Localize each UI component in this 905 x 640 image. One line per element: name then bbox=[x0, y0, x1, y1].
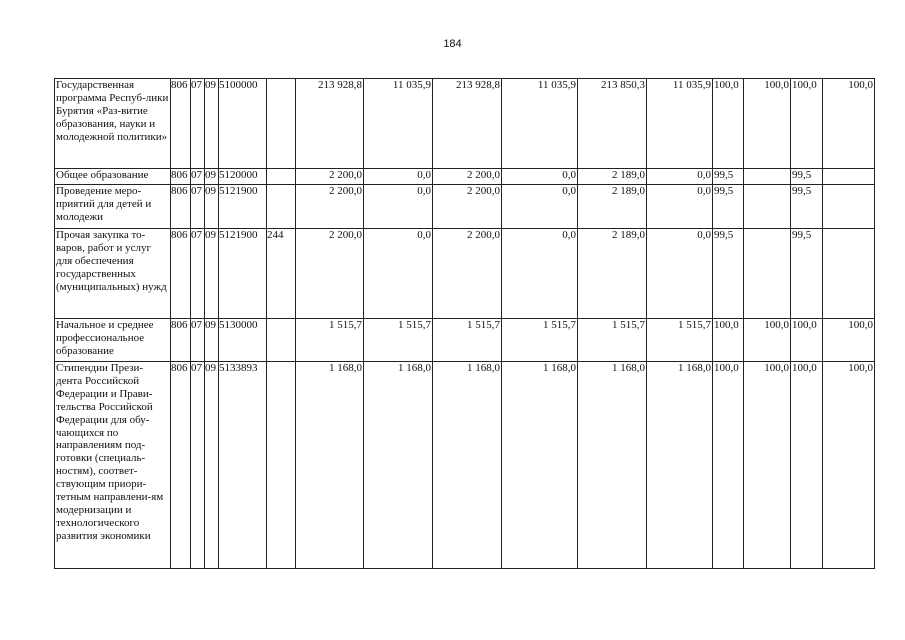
value-1: 1 168,0 bbox=[296, 362, 364, 569]
percent-3: 99,5 bbox=[791, 185, 823, 229]
value-5: 1 515,7 bbox=[578, 319, 647, 362]
value-6: 11 035,9 bbox=[647, 79, 713, 169]
percent-4: 100,0 bbox=[823, 362, 875, 569]
value-5: 2 189,0 bbox=[578, 185, 647, 229]
code-vr bbox=[267, 185, 296, 229]
value-4: 11 035,9 bbox=[502, 79, 578, 169]
value-1: 2 200,0 bbox=[296, 169, 364, 185]
percent-4: 100,0 bbox=[823, 319, 875, 362]
row-name: Государственная программа Респуб-лики Бурятия «Раз-витие образования, науки и молодежной политики» bbox=[55, 79, 171, 169]
code-csr: 5133893 bbox=[219, 362, 267, 569]
budget-table bbox=[54, 78, 875, 569]
percent-4 bbox=[823, 169, 875, 185]
value-1: 2 200,0 bbox=[296, 185, 364, 229]
code-rz: 07 bbox=[191, 229, 205, 319]
code-rz: 07 bbox=[191, 319, 205, 362]
value-2: 0,0 bbox=[364, 169, 433, 185]
value-3: 2 200,0 bbox=[433, 229, 502, 319]
percent-1: 100,0 bbox=[713, 319, 744, 362]
value-5: 2 189,0 bbox=[578, 169, 647, 185]
percent-2 bbox=[744, 185, 791, 229]
value-6: 0,0 bbox=[647, 169, 713, 185]
row-name: Прочая закупка то-варов, работ и услуг для обеспечения государственных (муниципальных) нужд bbox=[55, 229, 171, 319]
value-5: 213 850,3 bbox=[578, 79, 647, 169]
value-3: 213 928,8 bbox=[433, 79, 502, 169]
value-6: 1 515,7 bbox=[647, 319, 713, 362]
code-vr: 244 bbox=[267, 229, 296, 319]
code-pr: 09 bbox=[205, 185, 219, 229]
row-name: Проведение меро-приятий для детей и молодежи bbox=[55, 185, 171, 229]
percent-1: 99,5 bbox=[713, 185, 744, 229]
row-name: Начальное и среднее профессиональное образование bbox=[55, 319, 171, 362]
percent-3: 100,0 bbox=[791, 79, 823, 169]
percent-3: 99,5 bbox=[791, 229, 823, 319]
value-3: 1 168,0 bbox=[433, 362, 502, 569]
value-4: 1 515,7 bbox=[502, 319, 578, 362]
percent-4 bbox=[823, 229, 875, 319]
value-5: 2 189,0 bbox=[578, 229, 647, 319]
code-csr: 5121900 bbox=[219, 229, 267, 319]
code-rz: 07 bbox=[191, 79, 205, 169]
code-pr: 09 bbox=[205, 79, 219, 169]
table-row bbox=[55, 185, 875, 229]
percent-1: 100,0 bbox=[713, 362, 744, 569]
percent-3: 99,5 bbox=[791, 169, 823, 185]
table-row bbox=[55, 79, 875, 169]
value-4: 0,0 bbox=[502, 185, 578, 229]
percent-2: 100,0 bbox=[744, 362, 791, 569]
value-4: 1 168,0 bbox=[502, 362, 578, 569]
percent-4 bbox=[823, 185, 875, 229]
code-rz: 07 bbox=[191, 362, 205, 569]
value-3: 1 515,7 bbox=[433, 319, 502, 362]
code-csr: 5121900 bbox=[219, 185, 267, 229]
value-5: 1 168,0 bbox=[578, 362, 647, 569]
value-4: 0,0 bbox=[502, 169, 578, 185]
value-2: 1 515,7 bbox=[364, 319, 433, 362]
code-vr bbox=[267, 362, 296, 569]
value-6: 0,0 bbox=[647, 185, 713, 229]
code-csr: 5130000 bbox=[219, 319, 267, 362]
code-pr: 09 bbox=[205, 229, 219, 319]
value-1: 1 515,7 bbox=[296, 319, 364, 362]
percent-4: 100,0 bbox=[823, 79, 875, 169]
value-4: 0,0 bbox=[502, 229, 578, 319]
value-1: 213 928,8 bbox=[296, 79, 364, 169]
code-gr: 806 bbox=[171, 229, 191, 319]
code-gr: 806 bbox=[171, 362, 191, 569]
code-vr bbox=[267, 319, 296, 362]
code-gr: 806 bbox=[171, 185, 191, 229]
code-vr bbox=[267, 79, 296, 169]
percent-1: 99,5 bbox=[713, 229, 744, 319]
table-row bbox=[55, 229, 875, 319]
value-2: 0,0 bbox=[364, 229, 433, 319]
code-gr: 806 bbox=[171, 319, 191, 362]
value-6: 0,0 bbox=[647, 229, 713, 319]
percent-1: 100,0 bbox=[713, 79, 744, 169]
percent-3: 100,0 bbox=[791, 319, 823, 362]
value-6: 1 168,0 bbox=[647, 362, 713, 569]
value-3: 2 200,0 bbox=[433, 169, 502, 185]
value-1: 2 200,0 bbox=[296, 229, 364, 319]
value-3: 2 200,0 bbox=[433, 185, 502, 229]
table-row bbox=[55, 319, 875, 362]
table-row bbox=[55, 362, 875, 569]
code-rz: 07 bbox=[191, 185, 205, 229]
percent-2: 100,0 bbox=[744, 79, 791, 169]
code-pr: 09 bbox=[205, 319, 219, 362]
code-rz: 07 bbox=[191, 169, 205, 185]
value-2: 1 168,0 bbox=[364, 362, 433, 569]
percent-2 bbox=[744, 229, 791, 319]
value-2: 0,0 bbox=[364, 185, 433, 229]
code-pr: 09 bbox=[205, 169, 219, 185]
percent-1: 99,5 bbox=[713, 169, 744, 185]
row-name: Стипендии Прези-дента Российской Федерации и Прави-тельства Российской Федерации для обу-чающихся по направлениям под-готовки (специаль-ностям), соответ-ствующим приори-тетным направлени-ям модернизации и технологического развития экономики bbox=[55, 362, 171, 569]
value-2: 11 035,9 bbox=[364, 79, 433, 169]
code-pr: 09 bbox=[205, 362, 219, 569]
table-row bbox=[55, 169, 875, 185]
percent-2 bbox=[744, 169, 791, 185]
code-vr bbox=[267, 169, 296, 185]
percent-2: 100,0 bbox=[744, 319, 791, 362]
code-csr: 5100000 bbox=[219, 79, 267, 169]
code-gr: 806 bbox=[171, 79, 191, 169]
code-csr: 5120000 bbox=[219, 169, 267, 185]
row-name: Общее образование bbox=[55, 169, 171, 185]
percent-3: 100,0 bbox=[791, 362, 823, 569]
code-gr: 806 bbox=[171, 169, 191, 185]
page-number: 184 bbox=[443, 38, 462, 50]
